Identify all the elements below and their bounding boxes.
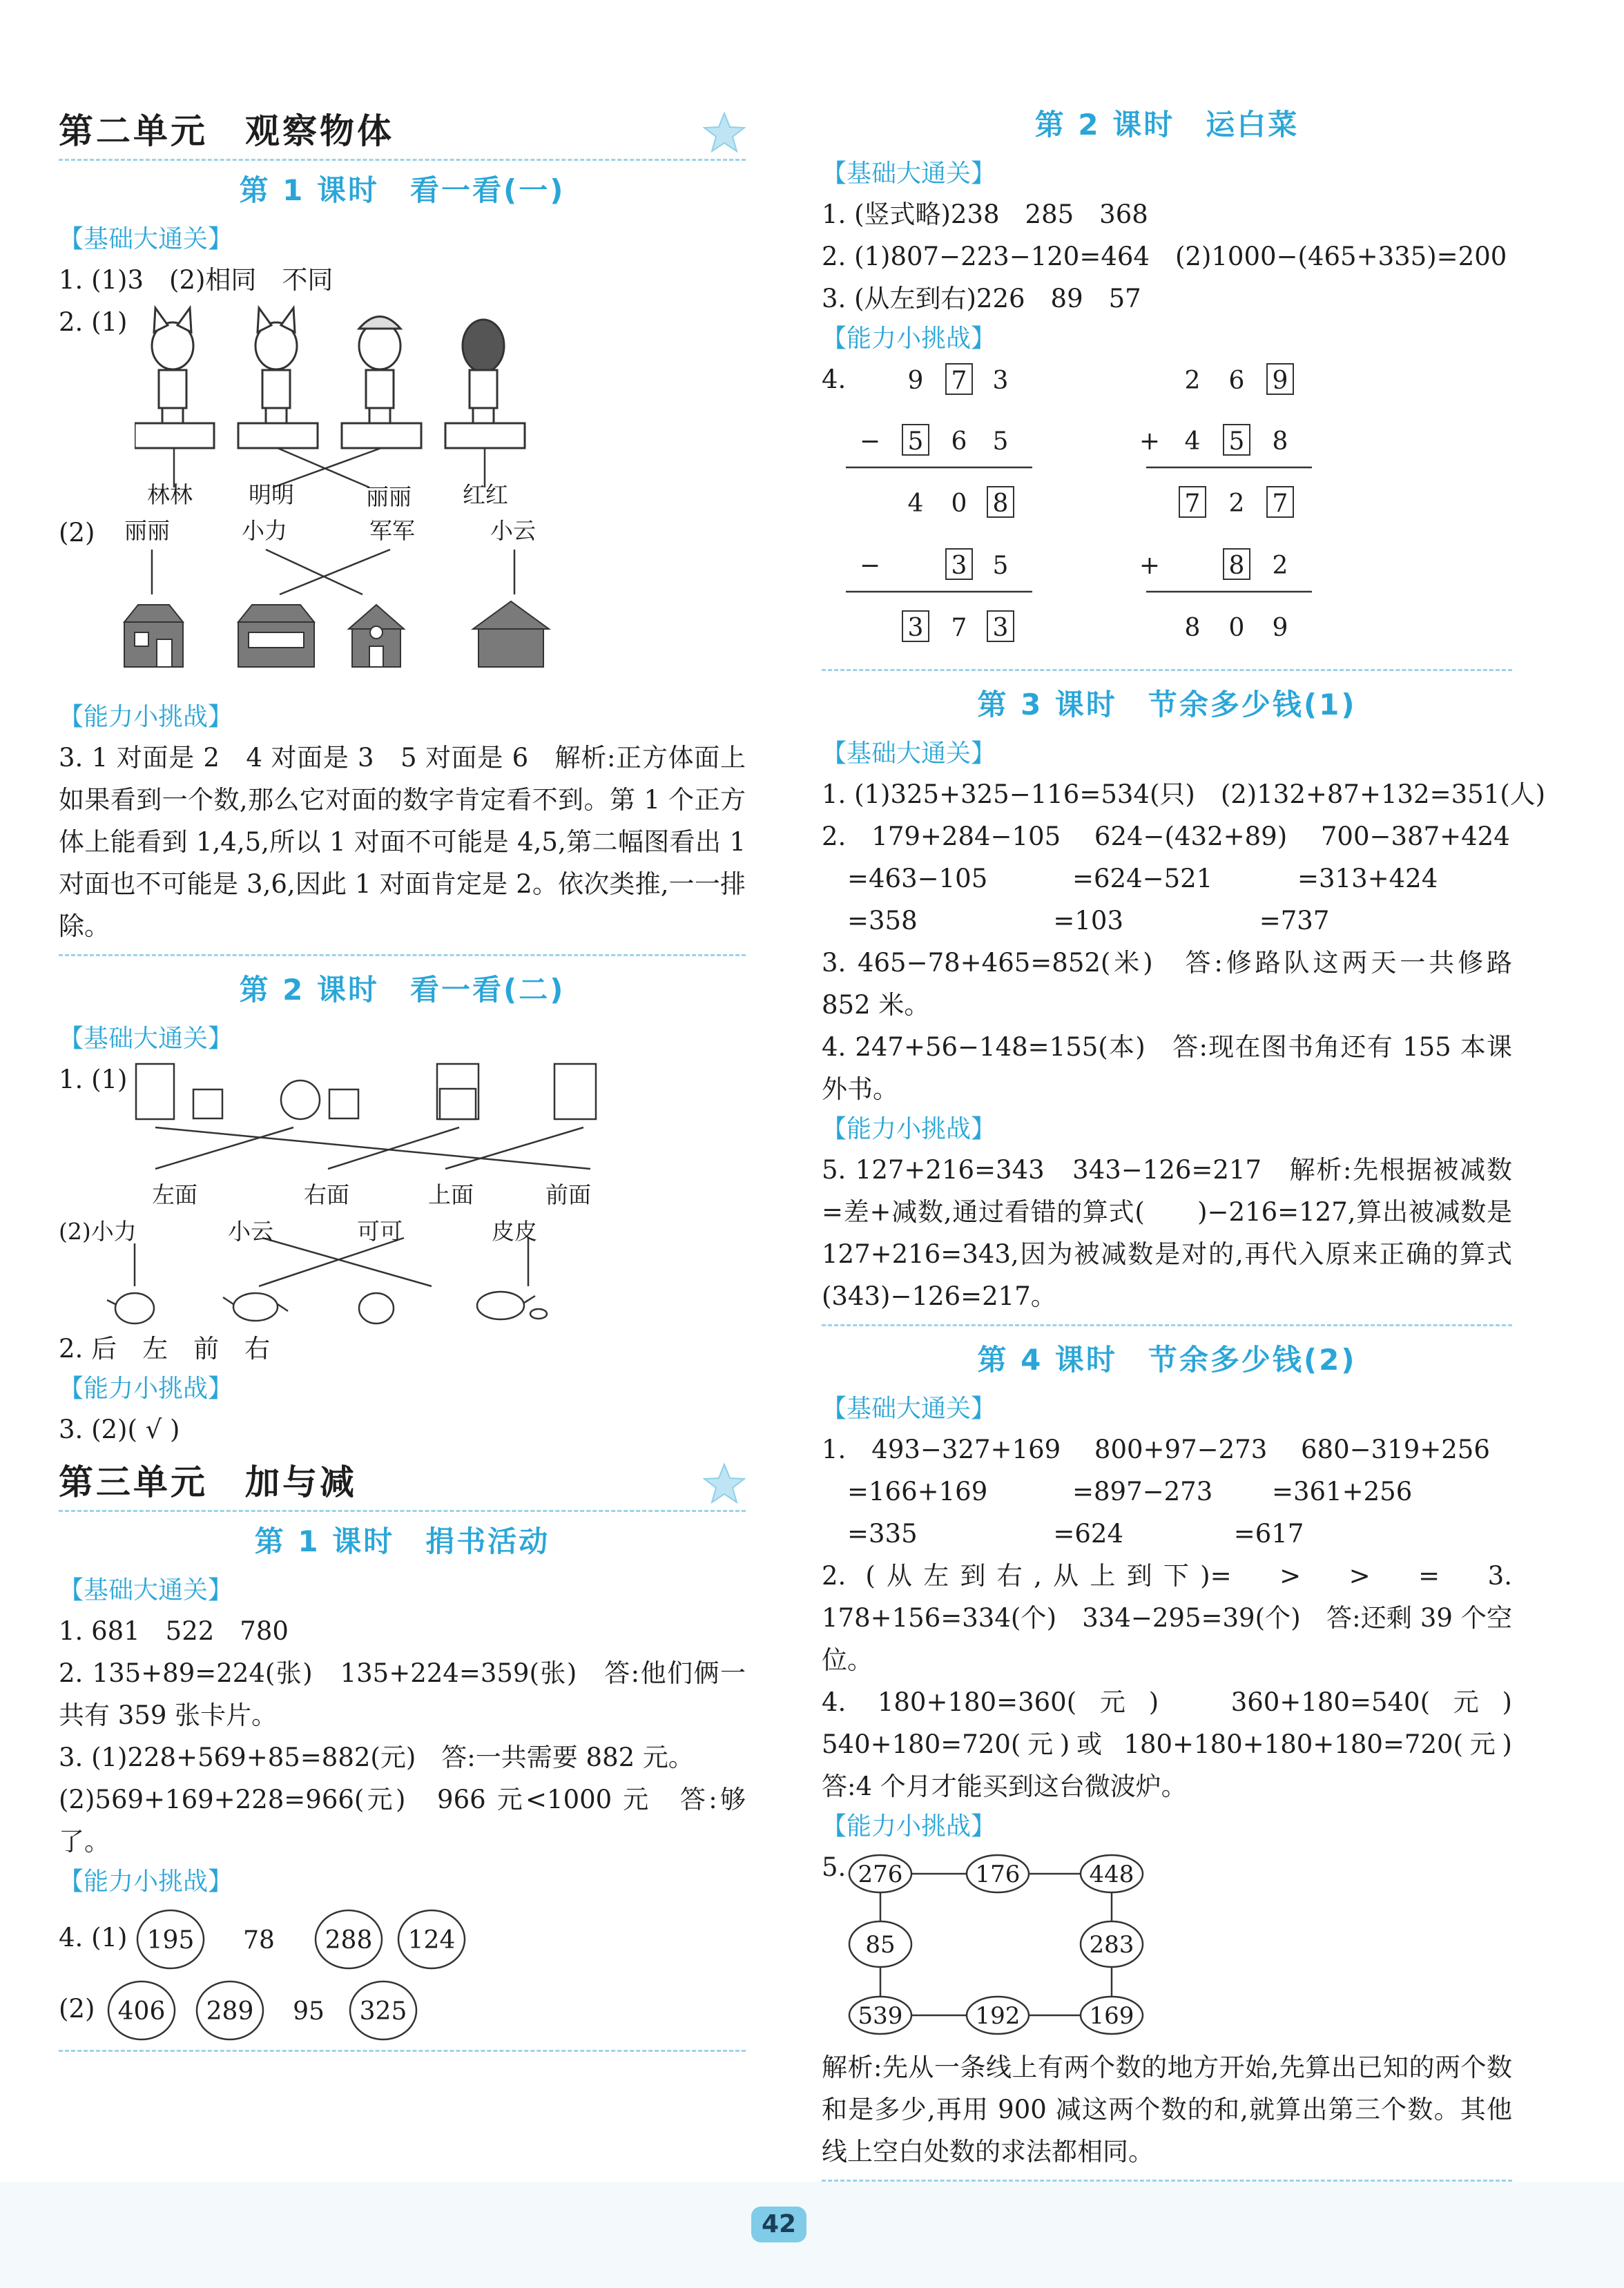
answer-line: 1. (1)325+325−116=534(只) (2)132+87+132=351(人) bbox=[822, 779, 1546, 809]
views-matching bbox=[59, 1058, 746, 1328]
node-value: 192 bbox=[975, 2002, 1021, 2030]
calc-digit: 8 bbox=[1272, 427, 1288, 456]
calc-digit: 7 bbox=[1184, 489, 1201, 518]
answer-paragraph: 解析:先从一条线上有两个数的地方开始,先算出已知的两个数和是多少,再用 900 减这两个数的和,就算出第三个数。其他线上空白处数的求法都相同。 bbox=[822, 2053, 1512, 2166]
calc-digit: 2 bbox=[1184, 367, 1201, 395]
node-value: 539 bbox=[858, 2002, 903, 2030]
divider bbox=[822, 669, 1512, 671]
answer-line: =335 =624 =617 bbox=[822, 1519, 1304, 1549]
section-tag-basic: 【基础大通关】 bbox=[59, 225, 233, 253]
answer-line: 3. (2)( √ ) bbox=[59, 1415, 180, 1444]
circled-number: 325 bbox=[359, 1997, 407, 2026]
cartoon-figure bbox=[152, 308, 504, 423]
house-label: 小力 bbox=[242, 517, 287, 544]
answer-line: 2. 后 左 前 右 bbox=[59, 1334, 271, 1364]
answer-paragraph: 4. 180+180=360(元) 360+180=540(元) 540+180=720(元)或 180+180+180+180=720(元) 答:4 个月才能买到这台微波炉。 bbox=[822, 1687, 1538, 1801]
calc-digit: 5 bbox=[907, 427, 924, 456]
houses-svg bbox=[100, 546, 597, 691]
calc-digit: 5 bbox=[992, 552, 1009, 580]
divider bbox=[59, 954, 746, 956]
answer-paragraph: 2. (从左到右,从上到下)= > > = 3. 178+156=334(个) 334−295=39(个) 答:还剩 39 个空位。 bbox=[822, 1561, 1512, 1675]
number-ring-svg bbox=[822, 1846, 1167, 2046]
calc-digit: 5 bbox=[992, 427, 1009, 456]
answer-paragraph: 2. 135+89=224(张) 135+224=359(张) 答:他们俩一共有 359 张卡片。 bbox=[59, 1658, 746, 1730]
house-label: 小云 bbox=[490, 517, 536, 544]
calc-operator: − bbox=[859, 552, 881, 580]
q2-figure-matching bbox=[59, 301, 746, 512]
calc-digit: 2 bbox=[1228, 489, 1245, 518]
section-tag-basic: 【基础大通关】 bbox=[59, 1025, 233, 1053]
figure-matching-svg bbox=[135, 301, 577, 512]
section-tag-basic: 【基础大通关】 bbox=[822, 1395, 996, 1423]
section-tag-basic: 【基础大通关】 bbox=[822, 739, 996, 768]
house-label: 丽丽 bbox=[124, 517, 170, 544]
section-tag-ability: 【能力小挑战】 bbox=[59, 1375, 233, 1403]
node-value: 448 bbox=[1089, 1861, 1134, 1888]
person-label: (2)小力 bbox=[59, 1218, 137, 1245]
section-tag-basic: 【基础大通关】 bbox=[822, 159, 996, 188]
calc-digit: 7 bbox=[951, 614, 967, 642]
circled-number: 406 bbox=[117, 1997, 166, 2026]
teapot-icon bbox=[107, 1292, 547, 1324]
calc-digit: 4 bbox=[1184, 427, 1201, 456]
view-label: 上面 bbox=[428, 1181, 474, 1208]
lesson-title: 第 2 课时 运白菜 bbox=[1034, 108, 1299, 142]
right-column bbox=[822, 104, 1546, 2186]
circled-number: 195 bbox=[146, 1926, 195, 1955]
view-label: 右面 bbox=[304, 1181, 349, 1208]
answer-line: 2. (1)807−223−120=464 (2)1000−(465+335)=200 bbox=[822, 242, 1507, 271]
calc-digit: 9 bbox=[1272, 367, 1288, 395]
person-label: 小云 bbox=[228, 1218, 273, 1245]
unit2-title-text: 第二单元 观察物体 bbox=[59, 111, 394, 151]
number-ring bbox=[822, 1846, 1512, 2046]
shape-icons bbox=[136, 1064, 596, 1119]
divider bbox=[822, 1324, 1512, 1326]
divider bbox=[59, 2050, 746, 2052]
calc-digit: 5 bbox=[1228, 427, 1245, 456]
unit3-title bbox=[59, 1455, 746, 1512]
matching-lines bbox=[174, 448, 485, 487]
calc-digit: 3 bbox=[992, 367, 1009, 395]
number: 78 bbox=[243, 1926, 275, 1955]
star-icon bbox=[703, 112, 746, 153]
node-value: 176 bbox=[975, 1861, 1021, 1888]
figure-label: 林林 bbox=[147, 481, 193, 508]
house-icon bbox=[124, 601, 549, 667]
calc-digit: 9 bbox=[907, 367, 924, 395]
house-label: 军军 bbox=[369, 517, 415, 544]
view-label: 前面 bbox=[545, 1181, 591, 1208]
answer-line: 1. 681 522 780 bbox=[59, 1616, 289, 1646]
answer-paragraph: 3. 1 对面是 2 4 对面是 3 5 对面是 6 解析:正方体面上如果看到一个数,那么它对面的数字肯定看不到。第 1 个正方体上能看到 1,4,5,所以 1 对面不可能是 4,5,第二幅图看出 1 对面也不可能是 3,6,因此 1 对面肯定是 2。依次类推,一一排除。 bbox=[59, 743, 746, 941]
calc-digit: 7 bbox=[951, 367, 967, 395]
answer-line: 3. (从左到右)226 89 57 bbox=[822, 284, 1141, 313]
figure-label: 明明 bbox=[249, 481, 294, 508]
unit3-title-text: 第三单元 加与减 bbox=[59, 1462, 357, 1502]
calc-digit: 8 bbox=[1184, 614, 1201, 642]
calc-digit: 3 bbox=[992, 614, 1009, 642]
circled-number: 288 bbox=[325, 1926, 373, 1955]
calc-operator: − bbox=[859, 427, 881, 456]
person-label: 皮皮 bbox=[492, 1218, 537, 1245]
q-label: (2) bbox=[59, 518, 95, 547]
calc-digit: 6 bbox=[1228, 367, 1245, 395]
calc-digit: 0 bbox=[951, 489, 967, 518]
circled-numbers bbox=[59, 1901, 746, 2043]
answer-line: 1. (竖式略)238 285 368 bbox=[822, 200, 1148, 229]
answer-line: 2. 179+284−105 624−(432+89) 700−387+424 bbox=[822, 822, 1510, 851]
node-value: 169 bbox=[1089, 2002, 1134, 2030]
q-label: 1. (1) bbox=[59, 1065, 128, 1094]
node-value: 276 bbox=[858, 1861, 903, 1888]
calc-operator: + bbox=[1139, 552, 1161, 580]
unit2-title bbox=[59, 104, 746, 161]
answer-line: =166+169 =897−273 =361+256 bbox=[822, 1477, 1413, 1506]
figure-label: 丽丽 bbox=[366, 483, 412, 510]
calc-digit: 2 bbox=[1272, 552, 1288, 580]
answer-line: =358 =103 =737 bbox=[822, 906, 1330, 935]
circled-numbers-svg bbox=[59, 1901, 473, 2043]
circled-number: 124 bbox=[407, 1926, 456, 1955]
circled-number: 289 bbox=[206, 1997, 254, 2026]
matching-lines bbox=[152, 550, 514, 594]
left-column bbox=[59, 104, 746, 2056]
calc-operator: + bbox=[1139, 427, 1161, 456]
star-icon bbox=[703, 1463, 746, 1504]
answer-paragraph: 5. 127+216=343 343−126=217 解析:先根据被减数=差+减数,通过看错的算式( )−216=127,算出被减数是 127+216=343,因为被减数是对的,再代入原来正确的算式(343)−126=217。 bbox=[822, 1155, 1512, 1311]
section-tag-ability: 【能力小挑战】 bbox=[822, 1115, 996, 1143]
answer-paragraph: 3. (1)228+569+85=882(元) 答:一共需要 882 元。 bbox=[59, 1743, 694, 1772]
calc-svg bbox=[822, 358, 1374, 662]
matching-lines bbox=[155, 1127, 590, 1169]
pedestal-boxes bbox=[135, 423, 525, 448]
q-label: 2. (1) bbox=[59, 307, 128, 337]
calc-digit: 4 bbox=[907, 489, 924, 518]
page-number: 42 bbox=[751, 2207, 806, 2242]
calc-digit: 3 bbox=[951, 552, 967, 580]
view-label: 左面 bbox=[152, 1181, 197, 1208]
lesson-title: 第 1 课时 看一看(一) bbox=[239, 173, 566, 207]
calc-digit: 3 bbox=[907, 614, 924, 642]
node-value: 283 bbox=[1089, 1931, 1134, 1959]
lesson-title: 第 4 课时 节余多少钱(2) bbox=[977, 1343, 1357, 1377]
page-footer bbox=[0, 2182, 1624, 2288]
calc-digit: 7 bbox=[1272, 489, 1288, 518]
section-tag-basic: 【基础大通关】 bbox=[59, 1576, 233, 1604]
node-value: 85 bbox=[865, 1931, 896, 1959]
q-label: 4. (1) bbox=[59, 1923, 128, 1952]
calc-digit: 8 bbox=[1228, 552, 1245, 580]
answer-line: 1. (1)3 (2)相同 不同 bbox=[59, 265, 334, 295]
answer-line: 1. 493−327+169 800+97−273 680−319+256 bbox=[822, 1435, 1490, 1464]
section-tag-ability: 【能力小挑战】 bbox=[822, 1812, 996, 1841]
number: 95 bbox=[293, 1997, 325, 2026]
q-label: (2) bbox=[59, 1994, 95, 2024]
answer-line: =463−105 =624−521 =313+424 bbox=[822, 864, 1438, 893]
figure-label: 红红 bbox=[463, 481, 508, 508]
calc-digit: 8 bbox=[992, 489, 1009, 518]
calc-digit: 0 bbox=[1228, 614, 1245, 642]
calc-digit: 6 bbox=[951, 427, 967, 456]
lesson-title: 第 2 课时 看一看(二) bbox=[239, 973, 566, 1007]
ring-lines bbox=[880, 1874, 1112, 2015]
section-tag-ability: 【能力小挑战】 bbox=[59, 703, 233, 731]
q2-2-house-matching bbox=[59, 512, 746, 698]
answer-paragraph: (2)569+169+228=966(元) 966 元<1000 元 答:够了。 bbox=[59, 1785, 746, 1856]
lesson-title: 第 3 课时 节余多少钱(1) bbox=[977, 688, 1357, 721]
q-label: 5. bbox=[822, 1852, 847, 1882]
section-tag-ability: 【能力小挑战】 bbox=[822, 324, 996, 353]
answer-paragraph: 3. 465−78+465=852(米) 答:修路队这两天一共修路 852 米。 bbox=[822, 948, 1512, 1020]
person-label: 可可 bbox=[357, 1218, 403, 1245]
vertical-calculation bbox=[822, 358, 1512, 662]
lesson-title: 第 1 课时 捐书活动 bbox=[254, 1524, 550, 1558]
section-tag-ability: 【能力小挑战】 bbox=[59, 1868, 233, 1896]
calc-digit: 9 bbox=[1272, 614, 1288, 642]
q-label: 4. bbox=[822, 365, 847, 394]
answer-paragraph: 4. 247+56−148=155(本) 答:现在图书角还有 155 本课外书。 bbox=[822, 1032, 1512, 1104]
